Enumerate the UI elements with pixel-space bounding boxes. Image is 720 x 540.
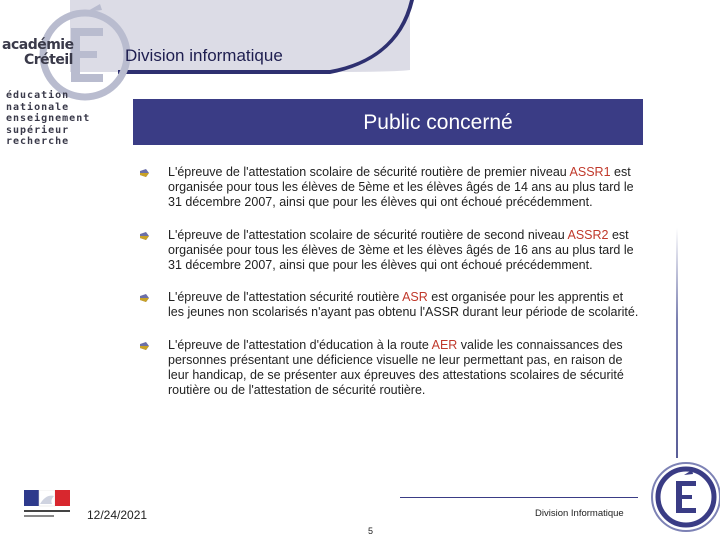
ministry-tagline bbox=[6, 90, 91, 148]
bullet-icon bbox=[140, 169, 149, 177]
slide-title: Public concerné bbox=[363, 111, 513, 134]
academie-seal-logo bbox=[640, 455, 720, 535]
item-text-after: est organisée pour tous les élèves de 5ème et les élèves âgés de 14 ans au plus tard le 31 décembre 2007, ainsi que pour les élèves qui ont échoué précédemment. bbox=[168, 165, 634, 210]
list-item bbox=[140, 165, 640, 211]
item-text-before: L'épreuve de l'attestation sécurité routière bbox=[168, 290, 403, 305]
title-banner bbox=[133, 99, 643, 145]
tagline-line: éducation bbox=[6, 90, 70, 101]
list-item bbox=[140, 228, 640, 274]
item-highlight: ASR bbox=[402, 290, 428, 305]
item-text-before: L'épreuve de l'attestation scolaire de sécurité routière de second niveau bbox=[168, 227, 568, 242]
item-highlight: AER bbox=[431, 337, 458, 352]
item-highlight: ASSR1 bbox=[569, 165, 611, 179]
item-text-after: est organisée pour les apprentis et les jeunes non scolarisés n'ayant pas obtenu l'ASSR durant leur période de scolarité. bbox=[168, 290, 639, 320]
side-decoration-line bbox=[676, 228, 678, 458]
division-title: Division informatique bbox=[125, 46, 283, 65]
tagline-line: recherche bbox=[6, 136, 70, 147]
tagline-line: supérieur bbox=[6, 124, 70, 136]
item-text-after: est organisée pour tous les élèves de 3ème et les élèves âgés de 16 ans au plus tard le 31 décembre 2007, ainsi que pour les élèves qui ont échoué précédemment. bbox=[168, 227, 634, 273]
tagline-line: nationale bbox=[6, 101, 70, 113]
tagline-line: enseignement bbox=[6, 113, 91, 124]
bullet-icon bbox=[140, 294, 149, 302]
footer-rule bbox=[400, 497, 638, 498]
footer-division: Division Informatique bbox=[535, 508, 624, 519]
item-text-before: L'épreuve de l'attestation d'éducation à la route bbox=[168, 337, 432, 352]
logo-line2: Créteil bbox=[24, 52, 73, 68]
list-item bbox=[140, 290, 640, 320]
item-text-before: L'épreuve de l'attestation scolaire de sécurité routière de premier niveau bbox=[168, 165, 570, 179]
bullet-icon bbox=[140, 232, 149, 240]
marianne-logo bbox=[24, 490, 70, 520]
list-item bbox=[140, 338, 640, 399]
academie-logo bbox=[2, 38, 74, 68]
page-number: 5 bbox=[368, 526, 374, 536]
logo-line1: académie bbox=[2, 37, 74, 53]
bullet-list bbox=[140, 165, 640, 415]
footer-date: 12/24/2021 bbox=[87, 508, 148, 522]
bullet-icon bbox=[140, 342, 149, 350]
item-text-after: valide les connaissances des personnes présentant une déficience visuelle ne leur permettant pas, en raison de leur handicap, de se présenter aux épreuves des attestations scolaires de sécurité routière ou de l'attestation de sécurité routière. bbox=[168, 337, 624, 398]
item-highlight: ASSR2 bbox=[567, 227, 609, 242]
